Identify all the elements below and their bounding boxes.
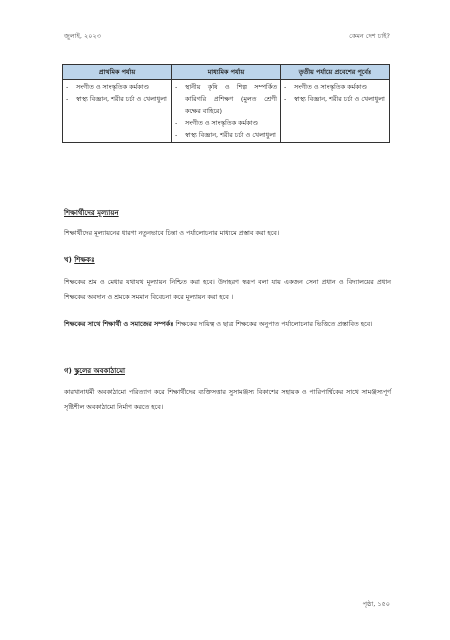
- header-primary: প্রাথমিক পর্যায়: [63, 65, 172, 80]
- page-number: পৃষ্ঠা, ১৫০: [362, 600, 390, 608]
- tertiary-cell: [281, 80, 390, 143]
- list-item: - স্বাস্থ্য বিজ্ঞান, শরীর চর্চা ও খেলাধুলা: [284, 95, 385, 103]
- table-row: [63, 80, 390, 143]
- header-tertiary: তৃতীয় পর্যায়ে প্রবেশের পূর্বেঃ: [281, 65, 390, 80]
- relation-text: শিক্ষকের দায়িত্ব ও ছাত্র শিক্ষকের অনুপাত পর্যালোচনার ভিত্তিতে প্রস্তাবিত হবে।: [173, 320, 373, 328]
- secondary-cell: [172, 80, 281, 143]
- teacher-heading: খ) শিক্ষকঃ: [64, 256, 95, 264]
- relation-heading: শিক্ষকের সাথে শিক্ষার্থী ও সমাজের সম্পর্কঃ: [64, 320, 174, 328]
- list-item: - সংগীত ও সাংস্কৃতিক কর্মকাণ্ড: [66, 83, 149, 91]
- evaluation-text: শিক্ষার্থীদের মূল্যায়নের ধারণা নতুনভাবে চিন্তা ও পর্যালোচনার মাধ্যমে প্রস্তাব করা হবে।: [64, 229, 280, 237]
- evaluation-heading: শিক্ষার্থীদের মূল্যায়ন: [64, 209, 119, 217]
- stages-table: [62, 64, 390, 143]
- list-item: - স্থানীয় কৃষি ও শিল্প সম্পর্কিত কারিগরি প্রশিক্ষণ (মুলত শ্রেণী কক্ষের বাহিরে): [175, 83, 277, 115]
- table-header-row: [63, 65, 390, 80]
- teacher-text: শিক্ষকের শ্রম ও মেধার যথাযথ মূল্যায়ন নিশ্চিত করা হবে। উদাহরণ স্বরূপ বলা যায় একজন সেনা প্রধান ও বিদ্যালয়ের প্রধান শিক্ষকের অবদান ও শ্রমকে সমমান বিবেচনা করে মূল্যায়ন করা হবে ।: [64, 278, 391, 301]
- infrastructure-text: কারখানাধর্মী অবকাঠামো পরিত্যাগ করে শিক্ষার্থীদের ব্যক্তিসত্তার সুসামঞ্জস্য বিকাশের সহায়ক ও পারিপার্শ্বিকের সাথে সামঞ্জস্যপূর্ণ সৃষ্টিশীল অবকাঠামো নির্মাণ করতে হবে।: [64, 388, 391, 411]
- header-secondary: মাধ্যমিক পর্যায়: [172, 65, 281, 80]
- list-item: - সংগীত ও সাংস্কৃতিক কর্মকাণ্ড: [175, 119, 258, 127]
- header-title: কেমন দেশ চাই?: [349, 32, 390, 40]
- header-date: জুলাই, ২০২৩: [64, 32, 101, 40]
- list-item: - স্বাস্থ্য বিজ্ঞান, শরীর চর্চা ও খেলাধুলা: [175, 131, 276, 139]
- primary-cell: [63, 80, 172, 143]
- infrastructure-heading: গ) স্কুলের অবকাঠামো: [64, 367, 125, 375]
- list-item: - স্বাস্থ্য বিজ্ঞান, শরীর চর্চা ও খেলাধুলা: [66, 95, 167, 103]
- list-item: - সংগীত ও সাংস্কৃতিক কর্মকাণ্ড: [284, 83, 367, 91]
- relation-paragraph: [64, 317, 391, 332]
